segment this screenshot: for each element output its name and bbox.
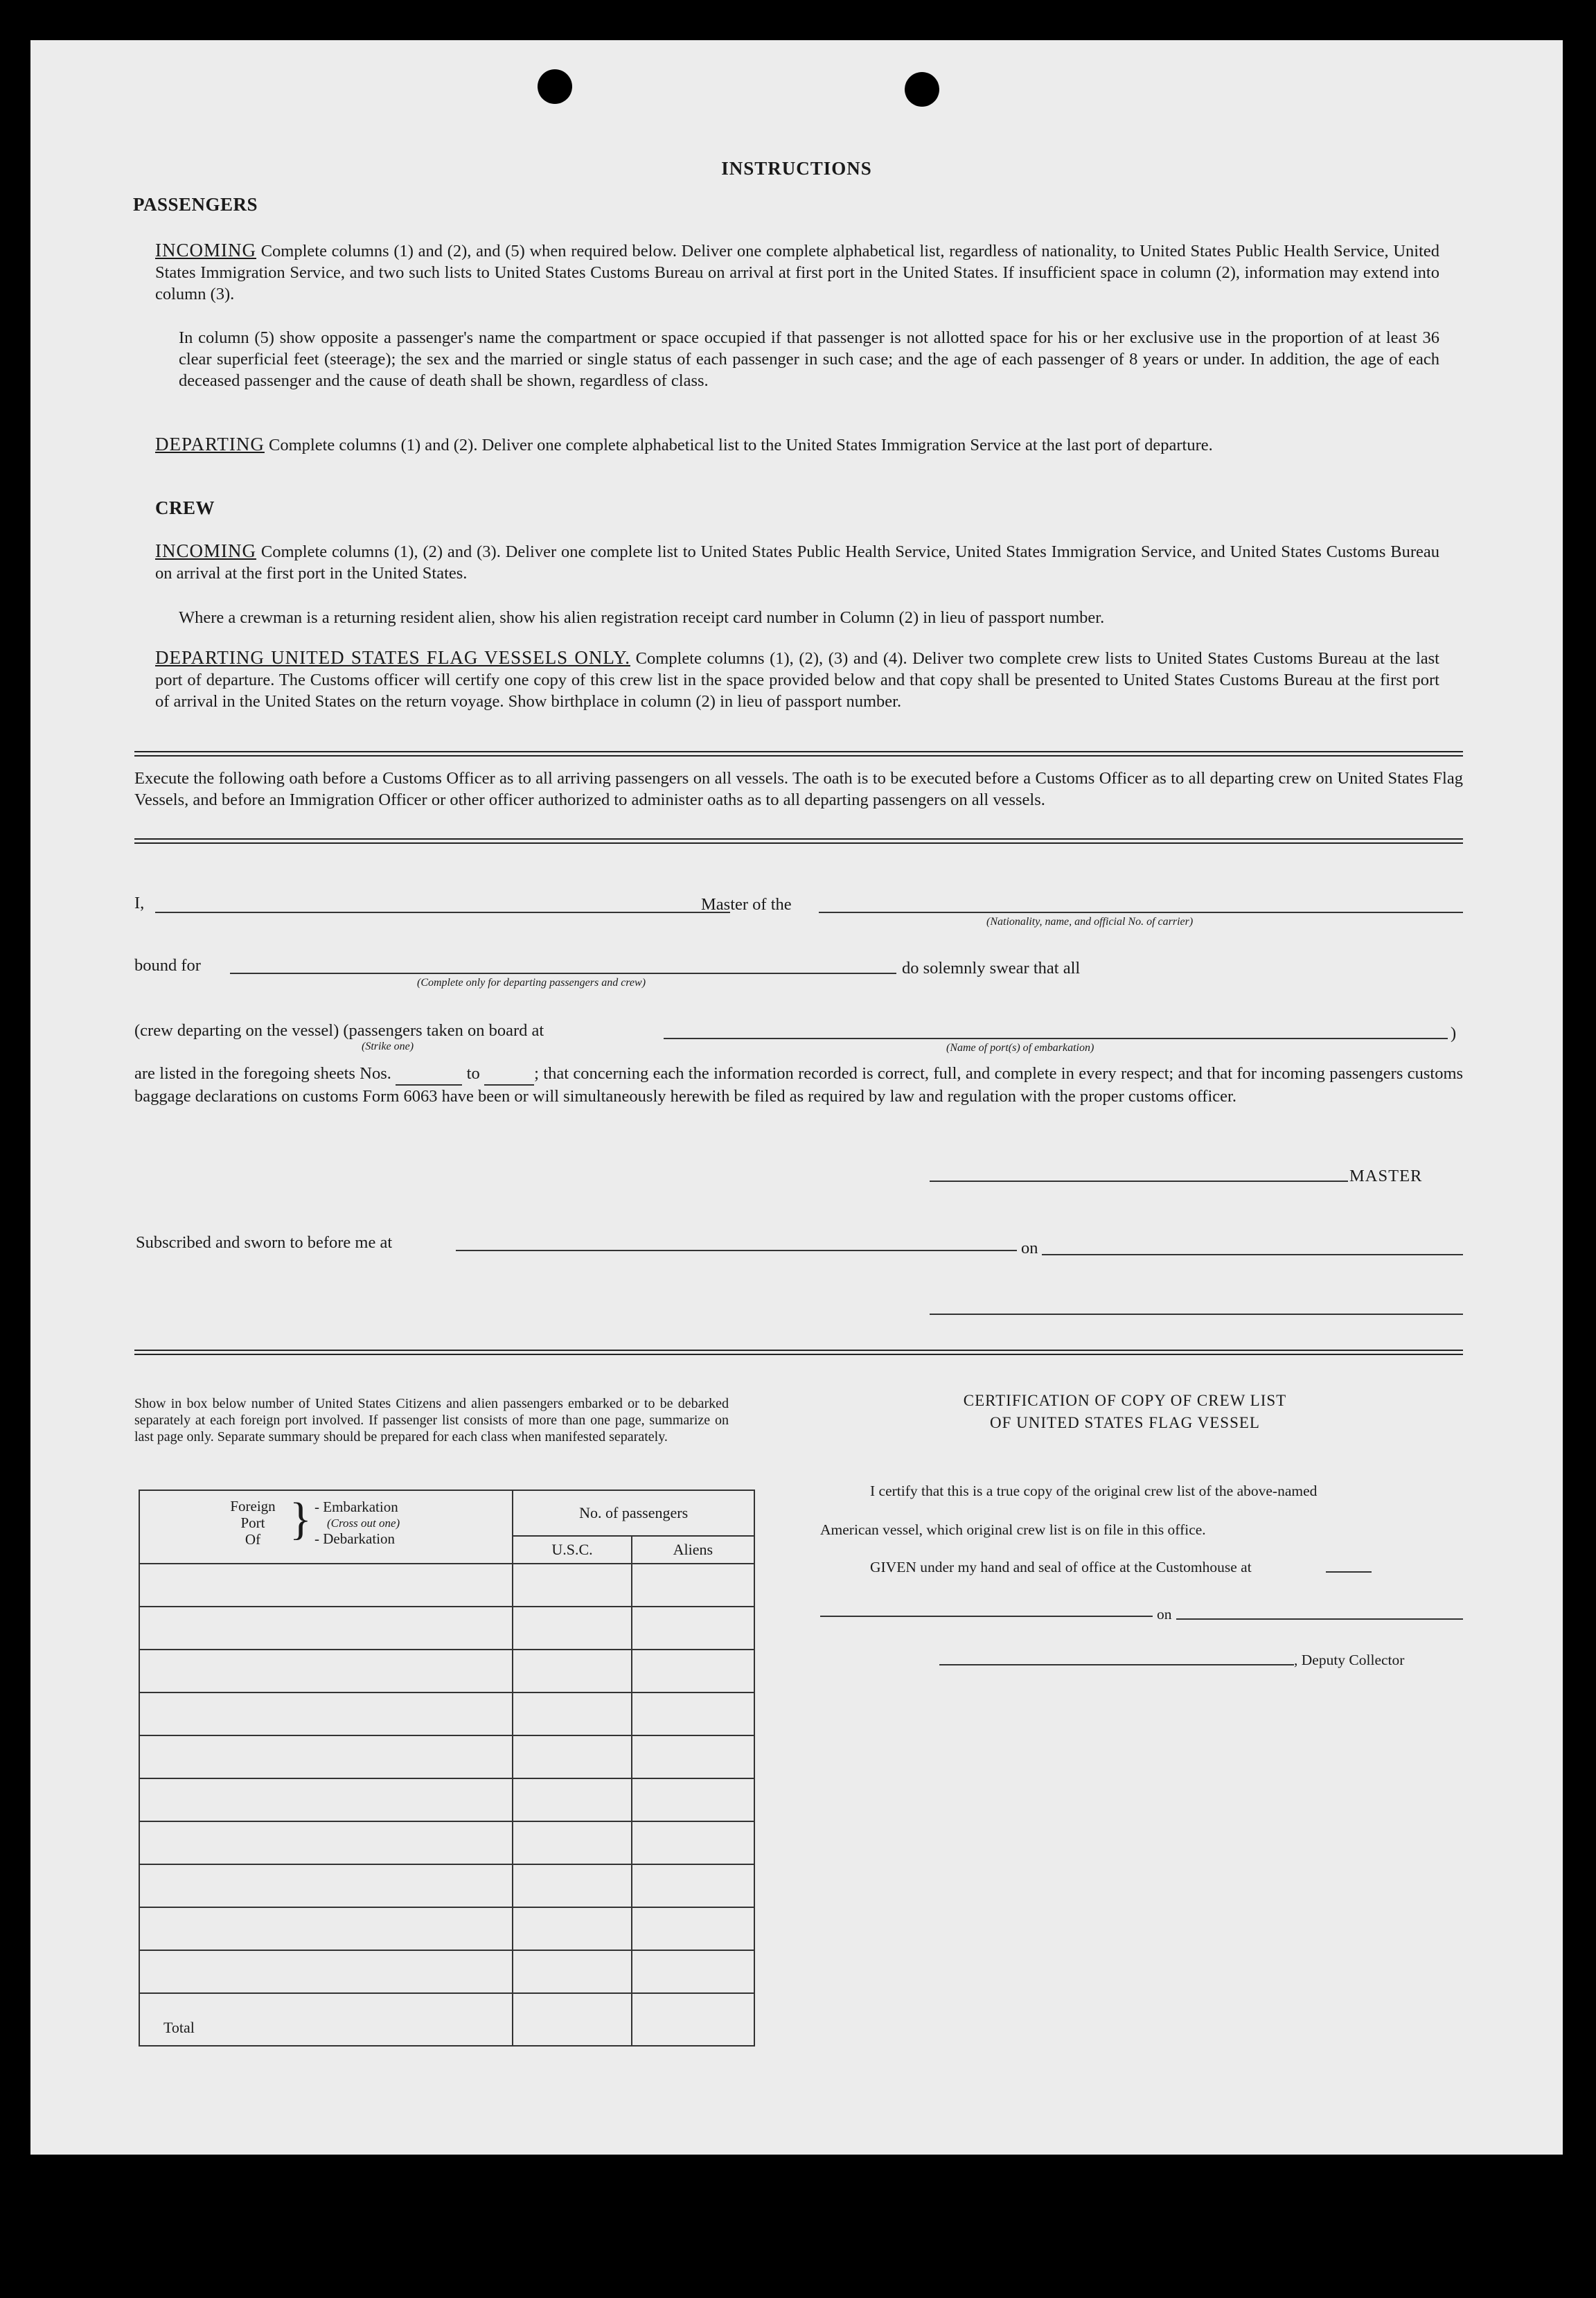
sheet-to-field[interactable] [484, 1063, 534, 1086]
passengers-departing-text [155, 434, 1439, 456]
passengers-incoming-text [155, 240, 1439, 305]
total-label: Total [139, 1993, 513, 2046]
officer-signature-field[interactable] [930, 1314, 1463, 1315]
certification-title-2: OF UNITED STATES FLAG VESSEL [990, 1414, 1260, 1431]
debarkation-label: - Debarkation [314, 1530, 396, 1547]
subscribed-date-field[interactable] [1042, 1254, 1463, 1255]
given-line: GIVEN under my hand and seal of office at the Customhouse at [870, 1559, 1252, 1575]
master-signature-field[interactable] [930, 1181, 1348, 1182]
swear-label: do solemnly swear that all [902, 959, 1081, 978]
divider-top [134, 751, 1463, 757]
listed-to: to [466, 1064, 480, 1083]
table-row[interactable] [139, 1564, 754, 1607]
table-row[interactable] [139, 1821, 754, 1864]
listed-b: ; that concerning each the information recorded is correct, full, and complete in every respect; and that for incoming passengers customs baggage declarations on customs Form 6063 have been or will simultaneously herewith be filed as required by law and regulation with the proper customs officer. [134, 1064, 1464, 1106]
passengers-departing-body: Complete columns (1) and (2). Deliver one complete alphabetical list to the United States Immigration Service at the last port of departure. [269, 436, 1213, 454]
no-passengers-header: No. of passengers [513, 1490, 754, 1536]
passenger-summary-table [139, 1490, 755, 2047]
crew-incoming-lead: INCOMING [155, 540, 256, 561]
certify-line-2: American vessel, which original crew list is on file in this office. [820, 1521, 1206, 1538]
listed-a: are listed in the foregoing sheets Nos. [134, 1064, 391, 1083]
subscribed-on-label: on [1021, 1239, 1038, 1257]
bound-for-field[interactable] [230, 973, 896, 974]
passengers-incoming-lead: INCOMING [155, 240, 256, 260]
crew-heading: CREW [155, 497, 215, 518]
ports-caption: (Name of port(s) of embarkation) [946, 1042, 1094, 1054]
table-row[interactable] [139, 1907, 754, 1950]
table-row[interactable] [139, 1650, 754, 1692]
master-name-field[interactable] [155, 912, 730, 913]
passengers-departing-lead: DEPARTING [155, 434, 265, 454]
strike-caption: (Strike one) [362, 1041, 414, 1052]
of-label: Of [245, 1531, 261, 1548]
crew-departing-text [155, 647, 1439, 712]
close-paren: ) [1451, 1024, 1457, 1043]
cert-place-field[interactable] [820, 1616, 1153, 1617]
summary-note: Show in box below number of United States Citizens and alien passengers embarked or to be debarked separately at each foreign port involved. If passenger list consists of more than one page, summarize on last page only. Separate summary should be prepared for each class when manifested separately. [134, 1396, 729, 1444]
foreign-label: Foreign [230, 1498, 276, 1514]
cert-on-label: on [1157, 1606, 1172, 1623]
oath-intro: Execute the following oath before a Customs Officer as to all arriving passengers on all vessels. The oath is to be executed before a Customs Officer as to all departing crew on United States Flag Vessels, and before an Immigration Officer or other officer authorized to administer oaths as to all departing passengers on all vessels. [134, 769, 1463, 809]
oath-master-of-label: Master of the [701, 895, 792, 914]
listed-paragraph [134, 1063, 1463, 1107]
crew-resident-text: Where a crewman is a returning resident alien, show his alien registration receipt card number in Column (2) in lieu of passport number. [179, 608, 1105, 627]
form-page [30, 40, 1563, 2155]
passengers-incoming-body: Complete columns (1) and (2), and (5) when required below. Deliver one complete alphabetical list, regardless of nationality, to United States Public Health Service, United States Immigration Service, and two such lists to United States Customs Bureau on arrival at first port in the United States. If insufficient space in column (2), information may extend into column (3). [155, 242, 1439, 303]
crew-departing-lead: DEPARTING UNITED STATES FLAG VESSELS ONLY. [155, 647, 630, 668]
crew-departing-body: Complete columns (1), (2), (3) and (4). Deliver two complete crew lists to United States Customs Bureau at the last port of departure. The Customs officer will certify one copy of this crew list in the space provided below and that copy shall be presented to United States Customs Bureau at the first port of arrival in the United States on the return voyage. Show birthplace in column (2) in lieu of passport number. [155, 649, 1439, 711]
total-row[interactable] [139, 1993, 754, 2046]
punch-hole-right [905, 72, 939, 107]
deputy-collector-label: , Deputy Collector [1294, 1652, 1405, 1668]
passengers-heading: PASSENGERS [133, 194, 258, 215]
oath-i-label: I, [134, 894, 145, 912]
punch-hole-left [538, 69, 572, 104]
passengers-col5-text: In column (5) show opposite a passenger's name the compartment or space occupied if that passenger is not allotted space for his or her exclusive use in the proportion of at least 36 clear superficial feet (steerage); the sex and the married or single status of each passenger in such case; and the age of each passenger of 8 years or under. In addition, the age of each deceased passenger and the cause of death shall be shown, regardless of class. [179, 328, 1439, 390]
crew-incoming-body: Complete columns (1), (2) and (3). Deliver one complete list to United States Public Health Service, United States Immigration Service, and United States Customs Bureau on arrival at the first port in the United States. [155, 542, 1439, 583]
certify-line-1: I certify that this is a true copy of the original crew list of the above-named [870, 1483, 1318, 1499]
table-row[interactable] [139, 1607, 754, 1650]
subscribed-place-field[interactable] [456, 1250, 1017, 1251]
table-row[interactable] [139, 1950, 754, 1993]
cert-date-field[interactable] [1176, 1618, 1463, 1620]
deputy-signature-field[interactable] [939, 1664, 1294, 1665]
divider-bottom [134, 1350, 1463, 1355]
certification-title-1: CERTIFICATION OF COPY OF CREW LIST [963, 1392, 1287, 1409]
carrier-field[interactable] [819, 912, 1463, 913]
table-row[interactable] [139, 1864, 754, 1907]
bound-for-label: bound for [134, 956, 201, 975]
customhouse-field[interactable] [1326, 1571, 1372, 1573]
cross-out-label: (Cross out one) [327, 1517, 400, 1530]
divider-oath [134, 838, 1463, 844]
table-row[interactable] [139, 1778, 754, 1821]
foreign-port-header [139, 1490, 513, 1564]
complete-only-caption: (Complete only for departing passengers and crew) [417, 977, 646, 989]
embarkation-label: - Embarkation [314, 1499, 398, 1515]
brace-icon: } [290, 1494, 312, 1544]
master-label: MASTER [1349, 1167, 1423, 1185]
aliens-header: Aliens [632, 1536, 754, 1564]
subscribed-label: Subscribed and sworn to before me at [136, 1233, 393, 1252]
sheet-from-field[interactable] [396, 1063, 462, 1086]
table-row[interactable] [139, 1692, 754, 1735]
nationality-caption: (Nationality, name, and official No. of carrier) [986, 916, 1194, 928]
port-embarkation-field[interactable] [664, 1038, 1448, 1039]
port-label: Port [240, 1514, 265, 1531]
crew-departing-label: (crew departing on the vessel) (passengers taken on board at [134, 1021, 544, 1040]
crew-incoming-text [155, 540, 1439, 584]
usc-header: U.S.C. [513, 1536, 631, 1564]
page-title: INSTRUCTIONS [721, 158, 872, 179]
table-row[interactable] [139, 1735, 754, 1778]
certification-title [848, 1390, 1402, 1434]
